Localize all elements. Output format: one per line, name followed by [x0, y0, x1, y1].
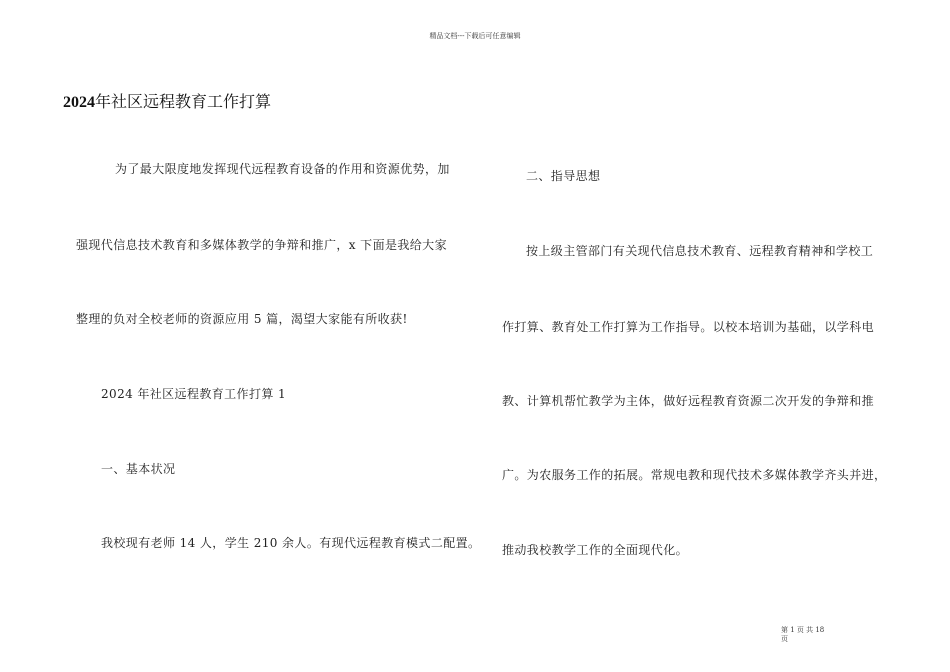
right-paragraph-line: 教、计算机帮忙教学为主体，做好远程教育资源二次开发的争辩和推 [502, 394, 875, 408]
page-number-line: 页 [781, 635, 788, 643]
left-paragraph-line: 为了最大限度地发挥现代远程教育设备的作用和资源优势，加 [115, 162, 450, 176]
left-paragraph-line: 强现代信息技术教育和多媒体教学的争辩和推广，x 下面是我给大家 [76, 238, 447, 252]
page-header: 精品文档---下载后可任意编辑 [429, 32, 521, 40]
document-title [63, 89, 271, 112]
title-text: 年社区远程教育工作打算 [95, 94, 272, 111]
page-number-line: 第 1 页 共 18 [781, 626, 825, 634]
left-paragraph-line: 我校现有老师 14 人，学生 210 余人。有现代远程教育模式二配置。 [101, 536, 481, 550]
right-paragraph-line: 按上级主管部门有关现代信息技术教育、远程教育精神和学校工 [526, 244, 874, 258]
section-heading: 二、指导思想 [526, 169, 601, 183]
right-paragraph-line: 作打算、教育处工作打算为工作指导。以校本培训为基础，以学科电 [502, 320, 875, 334]
section-heading: 一、基本状况 [101, 462, 176, 476]
right-paragraph-line: 广。为农服务工作的拓展。常规电教和现代技术多媒体教学齐头并进， [502, 468, 887, 482]
left-paragraph-line: 整理的负对全校老师的资源应用 5 篇，渴望大家能有所收获! [76, 312, 408, 326]
page-number [781, 626, 824, 644]
title-year: 2024 [63, 94, 95, 111]
section-heading: 2024 年社区远程教育工作打算 1 [101, 387, 287, 401]
right-paragraph-line: 推动我校教学工作的全面现代化。 [502, 543, 689, 557]
